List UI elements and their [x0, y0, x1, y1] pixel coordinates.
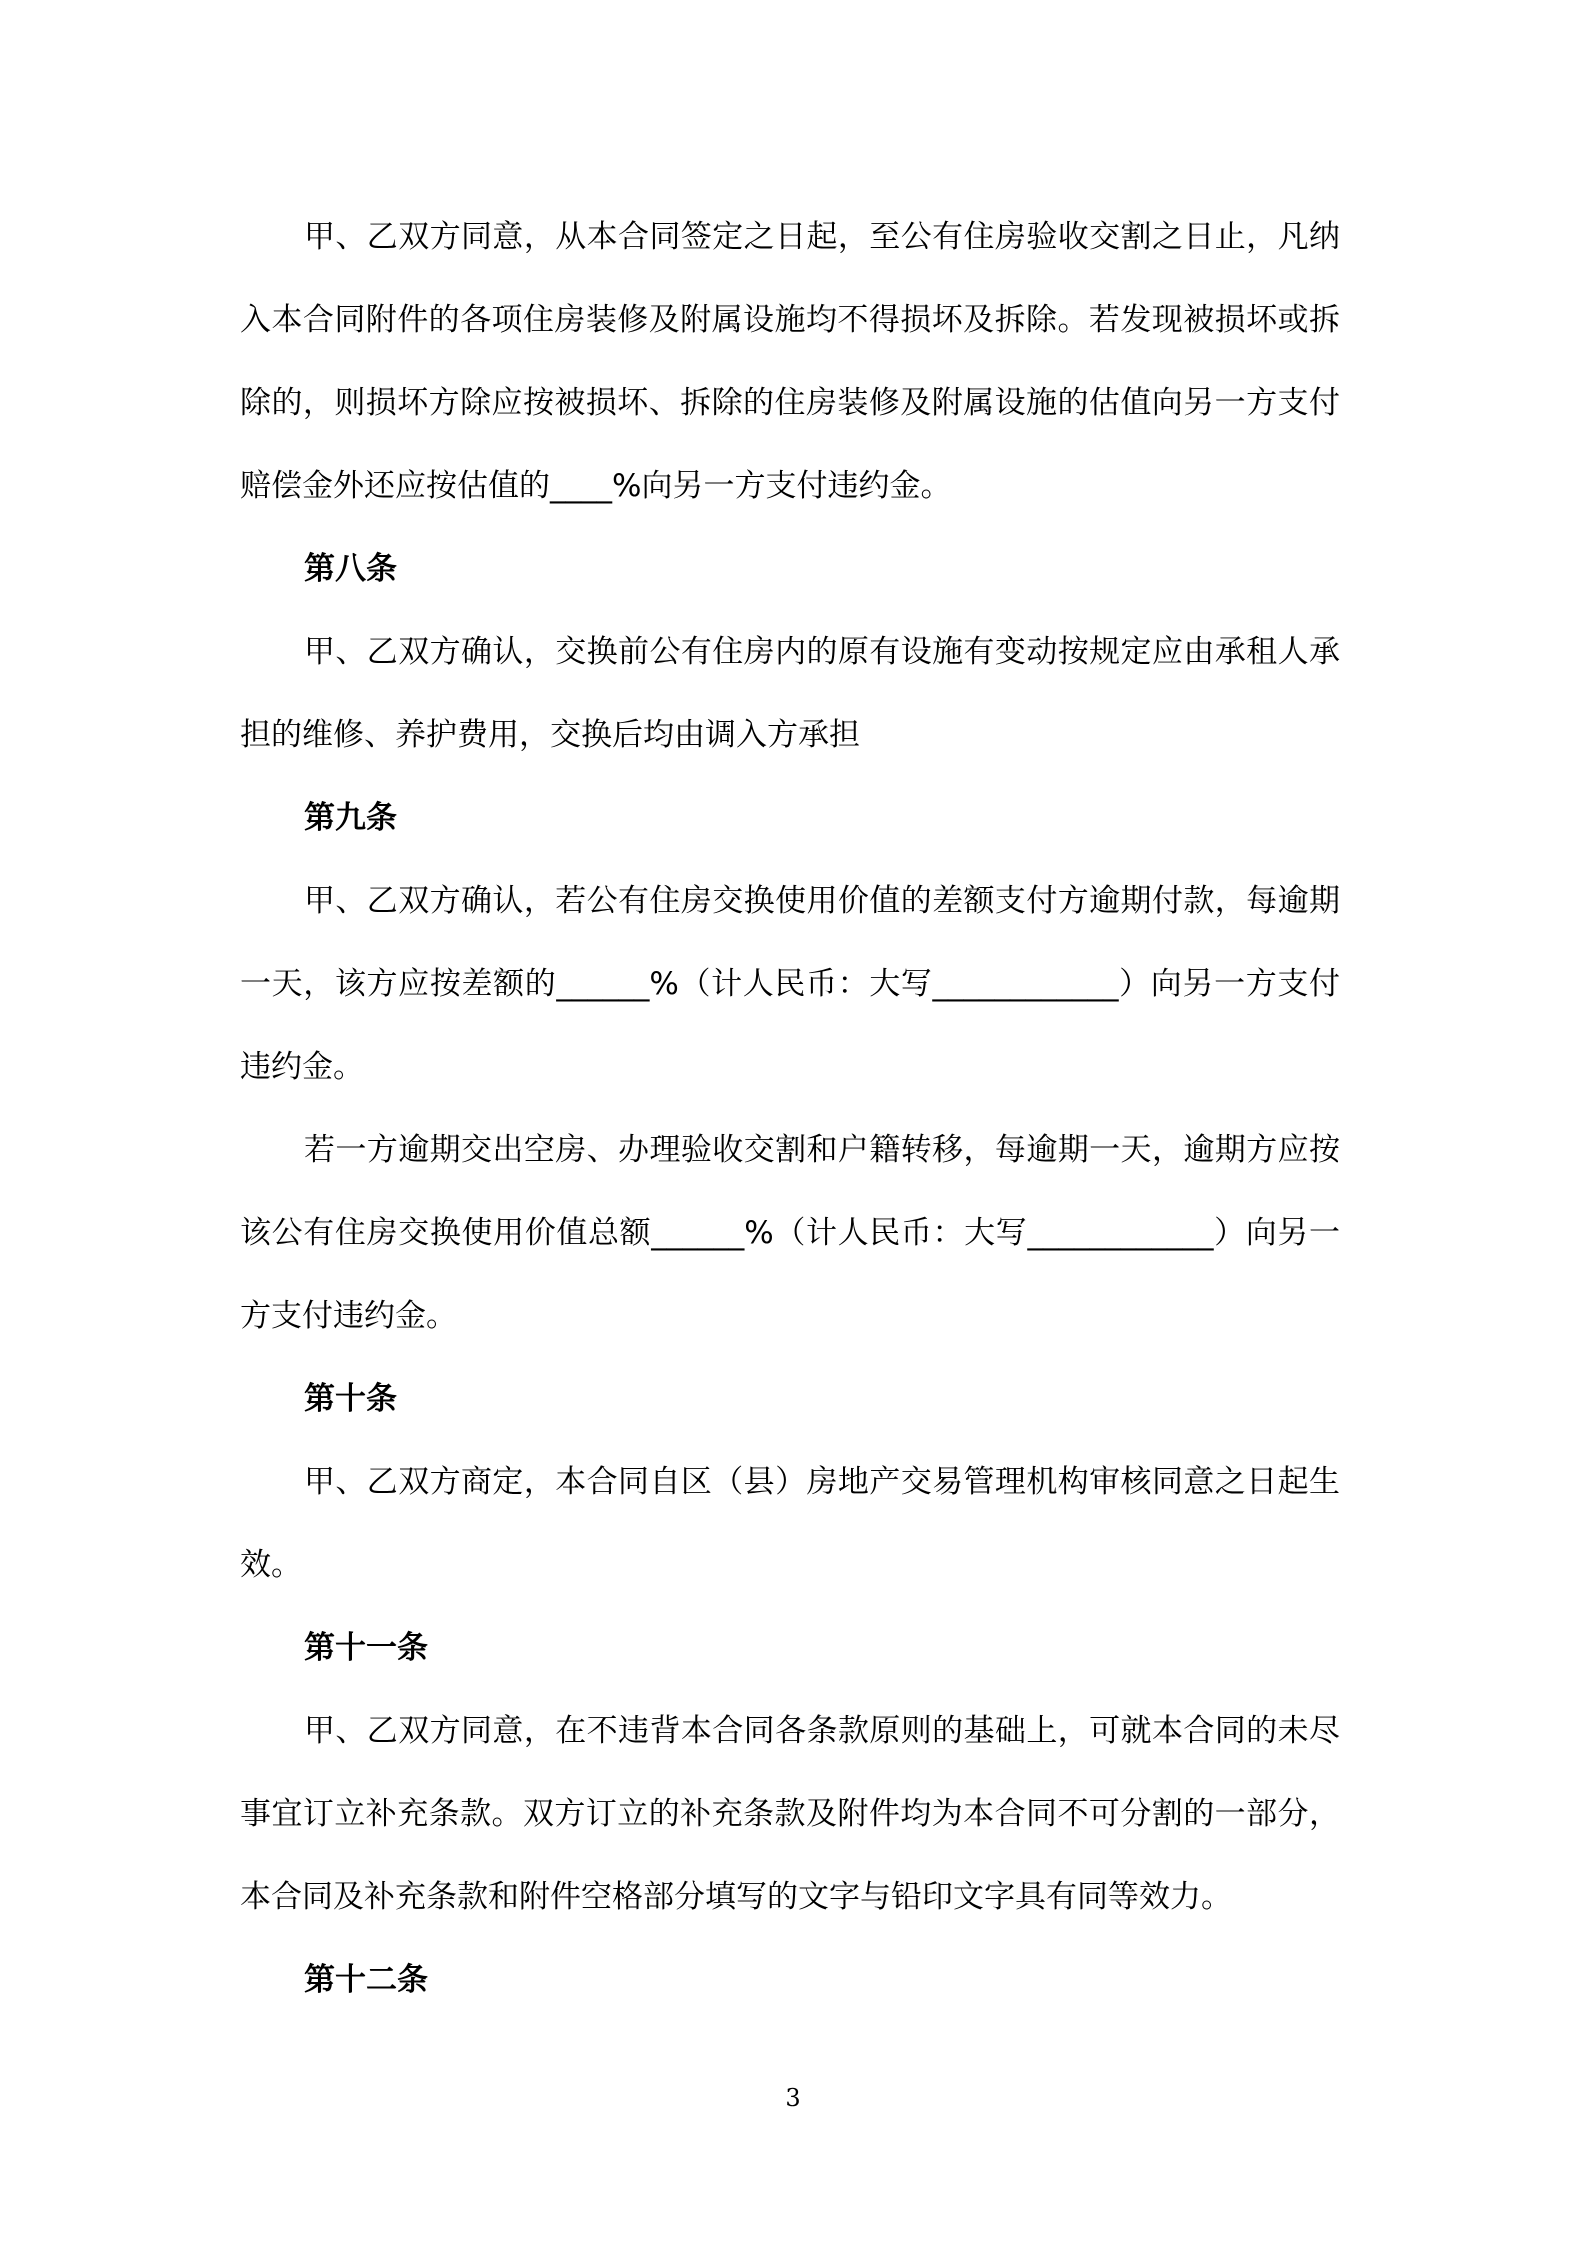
article-12-heading: 第十二条 — [304, 1962, 428, 1998]
article-11-heading: 第十一条 — [304, 1630, 428, 1666]
article-10-heading: 第十条 — [304, 1381, 397, 1417]
paragraph-damage-clause: 甲、乙双方同意，从本合同签定之日起，至公有住房验收交割之日止，凡纳入本合同附件的各项住房装修及附属设施均不得损坏及拆除。若发现被损坏或拆除的，则损坏方除应按被损坏、拆除的住房装修及附属设施的估值向另一方支付赔偿金外还应按估值的____%向另一方支付违约金。 — [240, 219, 1340, 504]
page-number: 3 — [785, 2084, 801, 2112]
paragraph-supplementary-terms: 甲、乙双方同意，在不违背本合同各条款原则的基础上，可就本合同的未尽事宜订立补充条款。双方订立的补充条款及附件均为本合同不可分割的一部分，本合同及补充条款和附件空格部分填写的文字与铅印文字具有同等效力。 — [240, 1713, 1340, 1915]
paragraph-late-handover: 若一方逾期交出空房、办理验收交割和户籍转移，每逾期一天，逾期方应按该公有住房交换使用价值总额______%（计人民币：大写____________）向另一方支付违约金。 — [240, 1132, 1340, 1334]
paragraph-late-payment: 甲、乙双方确认，若公有住房交换使用价值的差额支付方逾期付款，每逾期一天，该方应按差额的______%（计人民币：大写____________）向另一方支付违约金。 — [240, 883, 1340, 1085]
paragraph-maintenance-costs: 甲、乙双方确认，交换前公有住房内的原有设施有变动按规定应由承租人承担的维修、养护费用，交换后均由调入方承担 — [240, 634, 1340, 753]
article-9-heading: 第九条 — [304, 800, 397, 836]
paragraph-effective-date: 甲、乙双方商定，本合同自区（县）房地产交易管理机构审核同意之日起生效。 — [240, 1464, 1340, 1583]
document-body — [240, 196, 1340, 2022]
article-8-heading: 第八条 — [304, 551, 397, 587]
